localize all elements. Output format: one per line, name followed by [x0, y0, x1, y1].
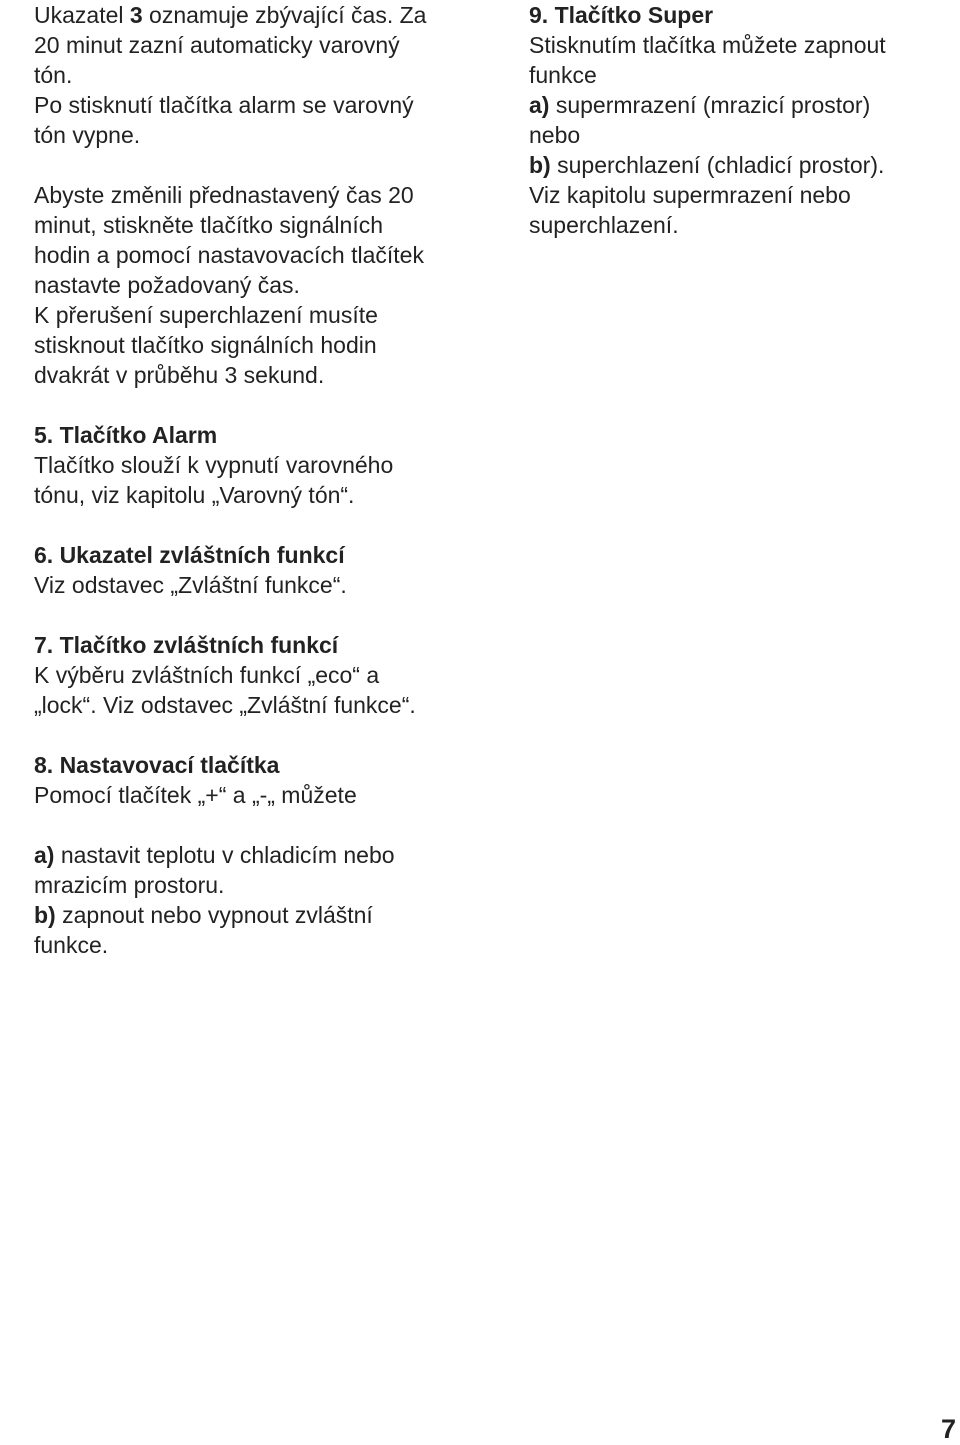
section-9-line-2: funkce	[529, 62, 597, 88]
intro-paragraph	[34, 0, 484, 150]
option-a-label: a)	[34, 842, 55, 868]
spacer	[34, 810, 484, 840]
change-time-line-6: stisknout tlačítko signálních hodin	[34, 332, 377, 358]
section-9-line-1: Stisknutím tlačítka můžete zapnout	[529, 32, 886, 58]
change-time-line-2: minut, stiskněte tlačítko signálních	[34, 212, 383, 238]
change-time-line-1: Abyste změnili přednastavený čas 20	[34, 182, 414, 208]
section-6-heading: 6. Ukazatel zvláštních funkcí	[34, 542, 345, 568]
section-8-option-a-line-1: a) nastavit teplotu v chladicím nebo	[34, 842, 395, 868]
change-time-line-3: hodin a pomocí nastavovacích tlačítek	[34, 242, 424, 268]
change-time-line-5: K přerušení superchlazení musíte	[34, 302, 378, 328]
section-9-heading: 9. Tlačítko Super	[529, 2, 714, 28]
section-6-special-functions-indicator	[34, 540, 484, 600]
left-column	[34, 0, 484, 960]
section-9-option-a: a) supermrazení (mrazicí prostor)	[529, 92, 871, 118]
section-8-option-b-line-1: b) zapnout nebo vypnout zvláštní	[34, 902, 373, 928]
section-5-heading: 5. Tlačítko Alarm	[34, 422, 218, 448]
section-9-line-4: nebo	[529, 122, 581, 148]
intro-line-1: Ukazatel 3 oznamuje zbývající čas. Za	[34, 2, 427, 28]
section-8-heading: 8. Nastavovací tlačítka	[34, 752, 280, 778]
section-8-line-1: Pomocí tlačítek „+“ a „-„ můžete	[34, 782, 357, 808]
section-9-super-button	[529, 0, 949, 240]
spacer	[34, 150, 484, 180]
section-9-line-6: Viz kapitolu supermrazení nebo	[529, 182, 851, 208]
intro-line-5: tón vypne.	[34, 122, 141, 148]
section-9-line-7: superchlazení.	[529, 212, 679, 238]
spacer	[34, 390, 484, 420]
spacer	[34, 510, 484, 540]
section-7-heading: 7. Tlačítko zvláštních funkcí	[34, 632, 339, 658]
option-a-label: a)	[529, 92, 550, 118]
intro-line-4: Po stisknutí tlačítka alarm se varovný	[34, 92, 414, 118]
section-5-line-1: Tlačítko slouží k vypnutí varovného	[34, 452, 394, 478]
section-7-special-functions-button	[34, 630, 484, 720]
section-5-line-2: tónu, viz kapitolu „Varovný tón“.	[34, 482, 355, 508]
option-b-label: b)	[529, 152, 551, 178]
section-8-setting-buttons	[34, 750, 484, 960]
change-time-line-4: nastavte požadovaný čas.	[34, 272, 300, 298]
page-number: 7	[940, 1414, 956, 1444]
intro-line-2: 20 minut zazní automaticky varovný	[34, 32, 400, 58]
section-5-alarm-button	[34, 420, 484, 510]
change-time-line-7: dvakrát v průběhu 3 sekund.	[34, 362, 325, 388]
indicator-number: 3	[129, 2, 143, 28]
section-8-option-a-line-2: mrazicím prostoru.	[34, 872, 225, 898]
section-7-line-2: „lock“. Viz odstavec „Zvláštní funkce“.	[34, 692, 416, 718]
spacer	[34, 600, 484, 630]
intro-line-3: tón.	[34, 62, 73, 88]
change-time-paragraph	[34, 180, 484, 390]
right-column	[529, 0, 949, 240]
spacer	[34, 720, 484, 750]
option-b-label: b)	[34, 902, 56, 928]
section-8-option-b-line-2: funkce.	[34, 932, 109, 958]
section-9-option-b: b) superchlazení (chladicí prostor).	[529, 152, 885, 178]
section-6-line-1: Viz odstavec „Zvláštní funkce“.	[34, 572, 347, 598]
section-7-line-1: K výběru zvláštních funkcí „eco“ a	[34, 662, 380, 688]
